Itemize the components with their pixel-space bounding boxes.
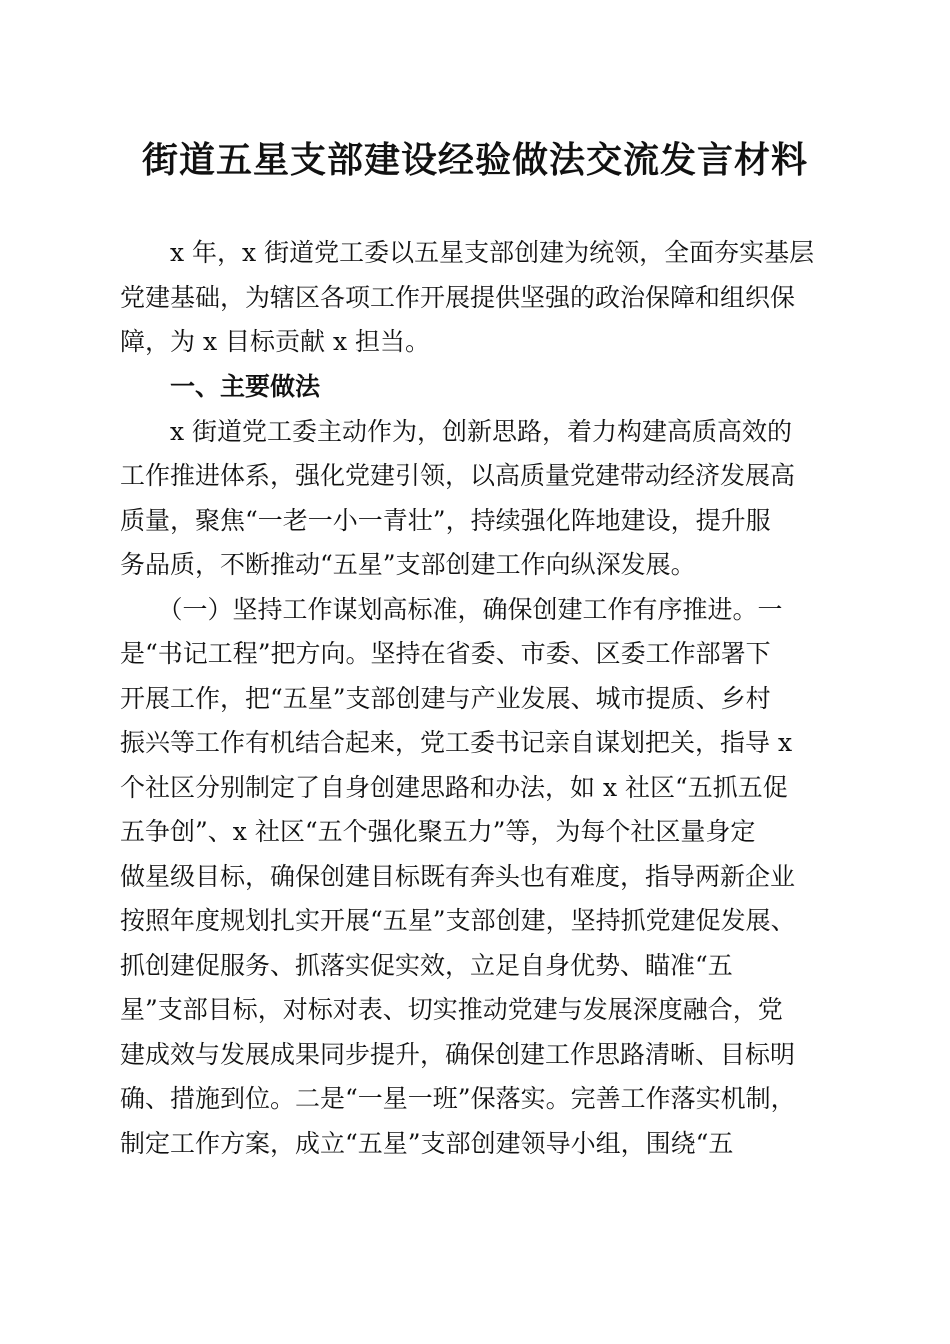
body-line: 党建基础，为辖区各项工作开展提供坚强的政治保障和组织保 bbox=[120, 283, 796, 312]
body-line: 是“书记工程”把方向。坚持在省委、市委、区委工作部署下 bbox=[120, 639, 771, 668]
body-line: 振兴等工作有机结合起来，党工委书记亲自谋划把关，指导 x bbox=[120, 728, 793, 757]
body-line: 抓创建促服务、抓落实促实效，立足自身优势、瞄准“五 bbox=[120, 951, 733, 980]
body-line: x 街道党工委主动作为，创新思路，着力构建高质高效的 bbox=[120, 417, 793, 446]
body-line: 做星级目标，确保创建目标既有奔头也有难度，指导两新企业 bbox=[120, 862, 796, 891]
body-line: 开展工作，把“五星”支部创建与产业发展、城市提质、乡村 bbox=[120, 684, 771, 713]
body-line: 建成效与发展成果同步提升，确保创建工作思路清晰、目标明 bbox=[120, 1040, 796, 1069]
body-line: 务品质，不断推动“五星”支部创建工作向纵深发展。 bbox=[120, 550, 696, 579]
document-title: 街道五星支部建设经验做法交流发言材料 bbox=[141, 139, 808, 181]
body-line: 障，为 x 目标贡献 x 担当。 bbox=[120, 327, 430, 356]
section-heading: 一、主要做法 bbox=[120, 372, 321, 401]
body-line: （一）坚持工作谋划高标准，确保创建工作有序推进。一 bbox=[120, 595, 783, 624]
body-line: 个社区分别制定了自身创建思路和办法，如 x 社区“五抓五促 bbox=[120, 773, 788, 802]
body-line: x 年，x 街道党工委以五星支部创建为统领，全面夯实基层 bbox=[120, 238, 815, 267]
body-line: 质量，聚焦“一老一小一青壮”，持续强化阵地建设，提升服 bbox=[120, 506, 771, 535]
body-line: 五争创”、x 社区“五个强化聚五力”等，为每个社区量身定 bbox=[120, 817, 756, 846]
body-line: 制定工作方案，成立“五星”支部创建领导小组，围绕“五 bbox=[120, 1129, 734, 1158]
body-line: 按照年度规划扎实开展“五星”支部创建，坚持抓党建促发展、 bbox=[120, 906, 796, 935]
body-line: 星”支部目标，对标对表、切实推动党建与发展深度融合，党 bbox=[120, 995, 783, 1024]
body-line: 工作推进体系，强化党建引领，以高质量党建带动经济发展高 bbox=[120, 461, 796, 490]
body-line: 确、措施到位。二是“一星一班”保落实。完善工作落实机制， bbox=[120, 1084, 796, 1113]
